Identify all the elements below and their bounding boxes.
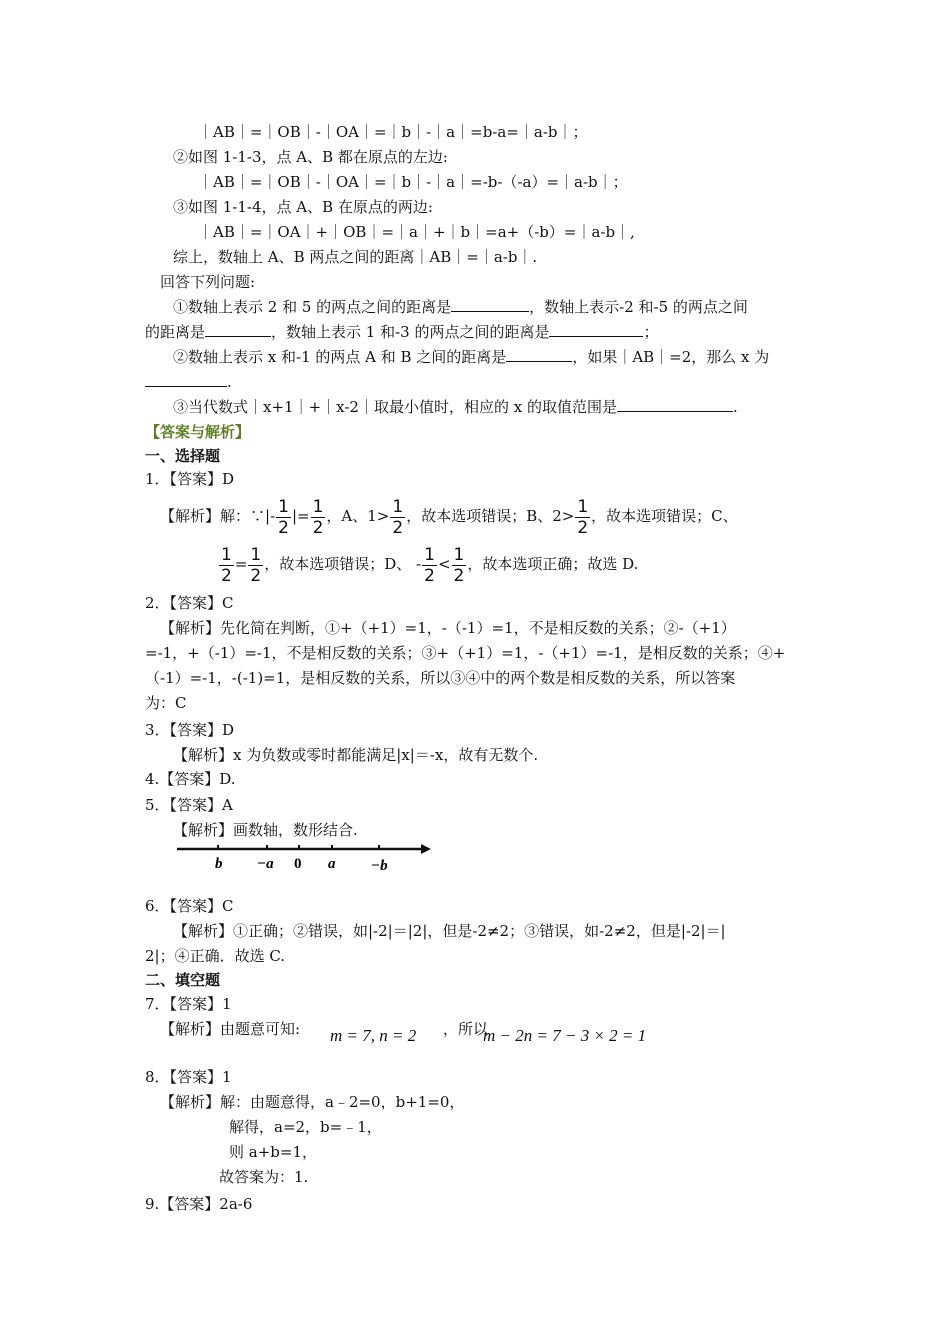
fraction-one-half: $\frac{1}{2}$ xyxy=(392,496,404,538)
exp-text: |= xyxy=(291,507,310,525)
answer-7-explanation-label: 【解析】由题意可知: xyxy=(160,1020,301,1038)
exp-text: 【解析】解：∵| xyxy=(160,507,271,525)
answer-8: 8．【答案】1 xyxy=(145,1068,232,1086)
question-1-line2 xyxy=(145,322,659,342)
answer-2-explanation-line4: 为：C xyxy=(145,694,187,712)
question-2-line2 xyxy=(145,372,232,392)
fraction-one-half: $\frac{1}{2}$ xyxy=(312,496,324,538)
exp-text: ，故本选项错误；B、2> xyxy=(406,507,575,525)
answer-5-explanation: 【解析】画数轴，数形结合. xyxy=(173,821,358,839)
derivation-case3-title: ③如图 1-1-4，点 A、B 在原点的两边: xyxy=(173,198,433,216)
section-fill-title: 二、填空题 xyxy=(145,971,221,989)
axis-label-neg-a: −a xyxy=(257,856,274,872)
exp-text: ，故本选项错误；D、 - xyxy=(264,555,422,573)
answers-heading: 【答案与解析】 xyxy=(145,423,251,441)
answer-7-explanation-mid: ，所以 xyxy=(443,1020,489,1038)
answer-6: 6．【答案】C xyxy=(145,897,234,915)
answer-blank[interactable] xyxy=(617,397,733,412)
formula-m-n-values: m = 7, n = 2 xyxy=(330,1026,417,1045)
answer-1-explanation-line1 xyxy=(160,496,738,540)
derivation-case1-formula: ｜AB｜=｜OB｜-｜OA｜=｜b｜-｜a｜=b-a=｜a-b｜； xyxy=(198,123,588,141)
exp-text: - xyxy=(270,507,276,525)
answer-blank[interactable] xyxy=(549,322,643,337)
axis-label-zero: 0 xyxy=(294,856,302,872)
formula-result: m − 2n = 7 − 3 × 2 = 1 xyxy=(483,1026,647,1045)
number-line-figure xyxy=(175,840,435,876)
answer-3: 3．【答案】D xyxy=(145,721,235,739)
answer-1: 1．【答案】D xyxy=(145,470,235,488)
answer-9: 9.【答案】2a-6 xyxy=(145,1195,253,1213)
question-2-line1 xyxy=(173,347,769,367)
questions-intro: 回答下列问题: xyxy=(160,273,256,291)
q1-text-c: 的距离是 xyxy=(145,323,206,341)
fraction-one-half: $\frac{1}{2}$ xyxy=(424,544,435,586)
q1-text-b: ，数轴上表示-2 和-5 的两点之间 xyxy=(529,298,748,316)
derivation-summary: 综上，数轴上 A、B 两点之间的距离｜AB｜=｜a-b｜. xyxy=(173,248,538,266)
answer-8-explanation-line4: 故答案为：1. xyxy=(219,1168,309,1186)
number-line-arrow xyxy=(421,844,431,854)
q1-text-e: ； xyxy=(643,323,659,341)
answer-2-explanation-line1: 【解析】先化简在判断，①+（+1）=1，-（-1）=1，不是相反数的关系；②-（+1） xyxy=(160,619,736,637)
q2-end: . xyxy=(227,373,232,391)
answer-blank[interactable] xyxy=(205,322,271,337)
answer-blank[interactable] xyxy=(145,372,227,387)
answer-3-explanation: 【解析】x 为负数或零时都能满足|x|＝-x，故有无数个. xyxy=(173,746,539,764)
answer-8-explanation-line2: 解得，a=2，b=﹣1， xyxy=(229,1118,382,1136)
exp-text: < xyxy=(437,555,451,573)
derivation-case2-formula: ｜AB｜=｜OB｜-｜OA｜=｜b｜-｜a｜=-b-（-a）=｜a-b｜； xyxy=(198,173,628,191)
answer-7: 7．【答案】1 xyxy=(145,995,232,1013)
answer-4: 4.【答案】D. xyxy=(145,770,236,788)
q1-text-d: ，数轴上表示 1 和-3 的两点之间的距离是 xyxy=(271,323,550,341)
q3-text: ③当代数式｜x+1｜+｜x-2｜取最小值时，相应的 x 的取值范围是 xyxy=(173,398,617,416)
question-3 xyxy=(173,397,738,417)
exp-text: ，A、1> xyxy=(326,507,390,525)
section-choice-title: 一、选择题 xyxy=(145,447,221,465)
answer-2-explanation-line2: =-1，+（-1）=-1，不是相反数的关系；③+（+1）=1，-（+1）=-1，是相反数的关系；④+ xyxy=(145,644,786,662)
answer-1-explanation-line2 xyxy=(218,544,638,588)
axis-label-neg-b: −b xyxy=(371,858,388,874)
answer-6-explanation-line2: 2|；④正确．故选 C. xyxy=(145,947,286,965)
q2-text-a: ②数轴上表示 x 和-1 的两点 A 和 B 之间的距离是 xyxy=(173,348,507,366)
q1-text-a: ①数轴上表示 2 和 5 的两点之间的距离是 xyxy=(173,298,452,316)
answer-8-explanation-line1: 【解析】解：由题意得，a﹣2=0，b+1=0， xyxy=(160,1093,465,1111)
answer-2: 2．【答案】C xyxy=(145,594,234,612)
answer-6-explanation-line1: 【解析】①正确；②错误，如|-2|＝|2|，但是-2≠2；③错误，如-2≠2，但是|-2|＝| xyxy=(173,922,726,940)
answer-8-explanation-line3: 则 a+b=1， xyxy=(229,1143,317,1161)
answer-blank[interactable] xyxy=(506,347,572,362)
axis-label-b: b xyxy=(215,856,223,872)
answer-blank[interactable] xyxy=(451,297,529,312)
answer-5: 5．【答案】A xyxy=(145,796,233,814)
derivation-case3-formula: ｜AB｜=｜OA｜+｜OB｜=｜a｜+｜b｜=a+（-b）=｜a-b｜, xyxy=(198,223,635,241)
q3-end: . xyxy=(732,398,738,416)
question-1-line1 xyxy=(173,297,748,317)
fraction-one-half: $\frac{1}{2}$ xyxy=(250,544,262,586)
fraction-one-half: $\frac{1}{2}$ xyxy=(221,544,232,586)
q2-text-b: ，如果｜AB｜=2，那么 x 为 xyxy=(572,348,770,366)
derivation-case2-title: ②如图 1-1-3，点 A、B 都在原点的左边: xyxy=(173,148,448,166)
fraction-one-half: $\frac{1}{2}$ xyxy=(278,496,289,538)
exp-text: = xyxy=(234,555,248,573)
axis-label-a: a xyxy=(328,856,336,872)
exp-text: ，故本选项错误；C、 xyxy=(591,507,738,525)
exp-text: ，故本选项正确；故选 D. xyxy=(467,555,639,573)
fraction-one-half: $\frac{1}{2}$ xyxy=(577,496,589,538)
answer-2-explanation-line3: （-1）=-1，-(-1)=1，是相反数的关系，所以③④中的两个数是相反数的关系，所以答案 xyxy=(145,669,736,687)
fraction-one-half: $\frac{1}{2}$ xyxy=(453,544,465,586)
